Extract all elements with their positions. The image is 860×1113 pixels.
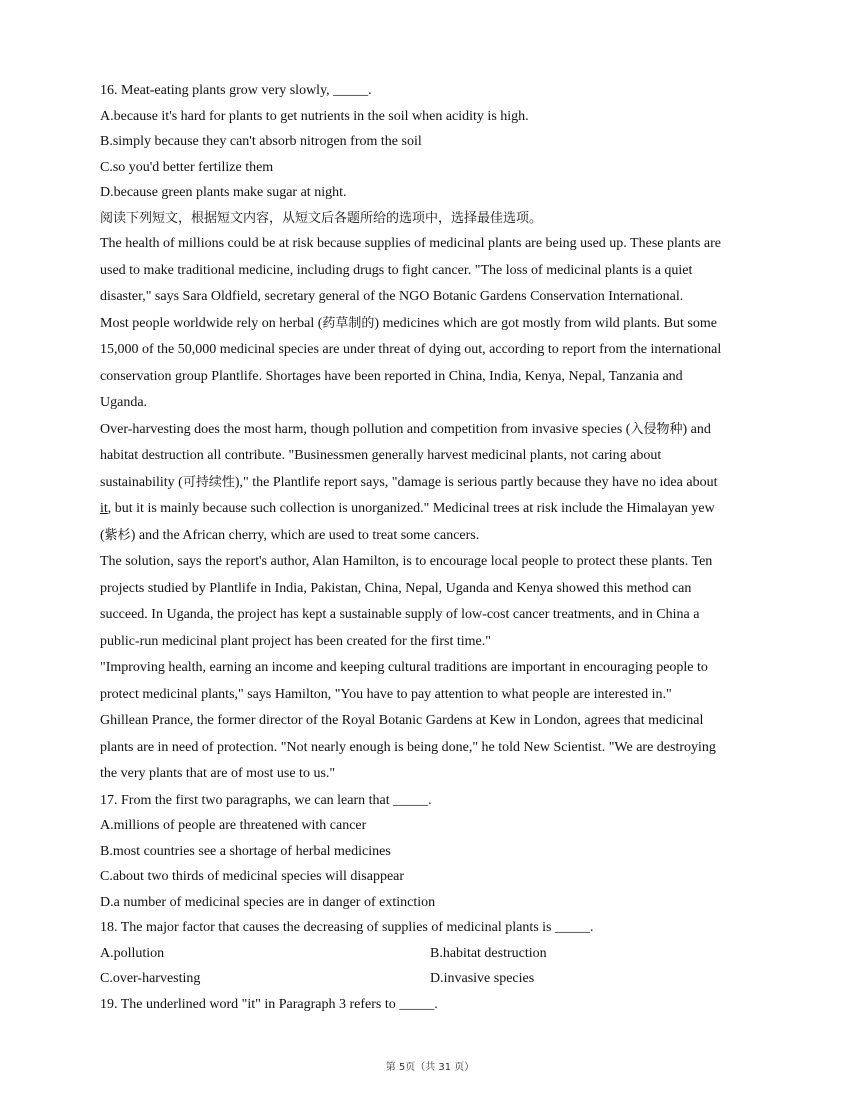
page-footer: 第 5页（共 31 页） xyxy=(385,1062,475,1073)
chinese-gloss: 入侵物种 xyxy=(630,421,683,437)
passage-paragraph-5 xyxy=(100,655,760,708)
question-stem: 19. The underlined word "it" in Paragraph 3 refers to _____. xyxy=(100,996,438,1012)
option-a: A.pollution xyxy=(100,945,165,961)
paragraph-line xyxy=(100,470,760,497)
paragraph-line: protect medicinal plants," says Hamilton, "You have to pay attention to what people are interested in." xyxy=(100,686,672,702)
option-a: A.millions of people are threatened with cancer xyxy=(100,818,367,833)
passage-paragraph-3 xyxy=(100,417,760,550)
text-run: Over-harvesting does the most harm, though pollution and competition from invasive species ( xyxy=(100,421,631,437)
paragraph-line: the very plants that are of most use to us." xyxy=(100,766,336,781)
option-row xyxy=(100,966,760,992)
passage-paragraph-1 xyxy=(100,231,760,311)
question-16 xyxy=(100,78,760,206)
question-stem: 18. The major factor that causes the decreasing of supplies of medicinal plants is _____. xyxy=(100,920,594,935)
paragraph-line: habitat destruction all contribute. "Businessmen generally harvest medicinal plants, not caring about xyxy=(100,448,662,463)
paragraph-line xyxy=(100,523,760,550)
option-c: C.so you'd better fertilize them xyxy=(100,159,274,175)
paragraph-line: Uganda. xyxy=(100,395,148,410)
text-run: )," the Plantlife report says, "damage is serious partly because they have no idea about xyxy=(234,474,718,490)
option-c: C.over-harvesting xyxy=(100,971,201,986)
paragraph-line: disaster," says Sara Oldfield, secretary general of the NGO Botanic Gardens Conservation International. xyxy=(100,289,684,304)
text-run: ) medicines which are got mostly from wild plants. But some xyxy=(374,315,717,331)
underlined-word: it xyxy=(100,501,108,516)
option-b: B.most countries see a shortage of herbal medicines xyxy=(100,843,391,859)
paragraph-line: conservation group Plantlife. Shortages have been reported in China, India, Kenya, Nepal, Tanzania and xyxy=(100,368,683,384)
option-b: B.habitat destruction xyxy=(430,945,547,961)
text-run: , but it is mainly because such collection is unorganized." Medicinal trees at risk include the Himalayan yew xyxy=(107,501,715,516)
paragraph-line: The health of millions could be at risk because supplies of medicinal plants are being used up. These plants are xyxy=(100,236,722,251)
option-a: A.because it's hard for plants to get nutrients in the soil when acidity is high. xyxy=(100,108,529,124)
question-stem: 17. From the first two paragraphs, we can learn that _____. xyxy=(100,792,432,808)
paragraph-line: 15,000 of the 50,000 medicinal species are under threat of dying out, according to report from the international xyxy=(100,342,722,357)
reading-instruction: 阅读下列短文，根据短文内容，从短文后各题所给的选项中，选择最佳选项。 xyxy=(100,210,543,226)
document-page xyxy=(100,78,760,1017)
paragraph-line: projects studied by Plantlife in India, Pakistan, China, Nepal, Uganda and Kenya showed this method can xyxy=(100,580,692,596)
passage-paragraph-6 xyxy=(100,708,760,788)
option-b: B.simply because they can't absorb nitrogen from the soil xyxy=(100,134,422,149)
option-c: C.about two thirds of medicinal species will disappear xyxy=(100,869,405,884)
text-run: ( xyxy=(100,527,105,543)
passage-paragraph-4 xyxy=(100,549,760,655)
chinese-gloss: 可持续性 xyxy=(182,474,235,490)
chinese-gloss: 紫杉 xyxy=(104,527,131,543)
paragraph-line xyxy=(100,496,760,523)
paragraph-line xyxy=(100,417,760,444)
passage-paragraph-2 xyxy=(100,311,760,417)
question-17 xyxy=(100,788,760,916)
option-d: D.because green plants make sugar at night. xyxy=(100,185,347,200)
question-19 xyxy=(100,992,760,1018)
question-stem: 16. Meat-eating plants grow very slowly, _____. xyxy=(100,83,372,98)
reading-passage xyxy=(100,231,760,788)
text-run: ) and xyxy=(682,421,711,437)
text-run: ) and the African cherry, which are used to treat some cancers. xyxy=(130,527,480,543)
paragraph-line: succeed. In Uganda, the project has kept a sustainable supply of low-cost cancer treatments, and in China a xyxy=(100,607,700,622)
paragraph-line: used to make traditional medicine, including drugs to fight cancer. "The loss of medicinal plants is a quiet xyxy=(100,262,693,278)
paragraph-line: public-run medicinal plant project has been created for the first time." xyxy=(100,633,491,649)
chinese-gloss: 药草制的 xyxy=(322,315,375,331)
option-d: D.invasive species xyxy=(430,971,535,986)
paragraph-line: "Improving health, earning an income and keeping cultural traditions are important in encouraging people to xyxy=(100,660,708,675)
option-row xyxy=(100,941,760,967)
paragraph-line: Ghillean Prance, the former director of the Royal Botanic Gardens at Kew in London, agrees that medicinal xyxy=(100,713,704,728)
text-run: Most people worldwide rely on herbal ( xyxy=(100,315,323,331)
option-d: D.a number of medicinal species are in danger of extinction xyxy=(100,894,436,910)
paragraph-line xyxy=(100,311,760,338)
text-run: sustainability ( xyxy=(100,474,183,490)
question-18 xyxy=(100,915,760,992)
paragraph-line: The solution, says the report's author, Alan Hamilton, is to encourage local people to protect these plants. Ten xyxy=(100,554,713,569)
paragraph-line: plants are in need of protection. "Not nearly enough is being done," he told New Scientist. "We are destroying xyxy=(100,739,716,755)
